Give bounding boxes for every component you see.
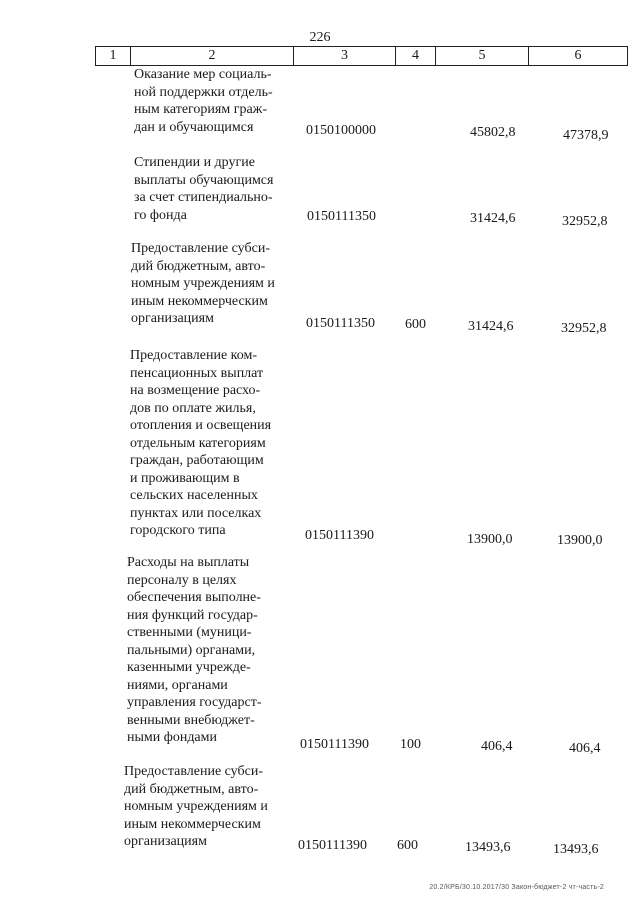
header-col-5: 5 [436,47,529,65]
header-col-2: 2 [131,47,294,65]
header-col-4: 4 [396,47,436,65]
row-description: Предоставление субси- дий бюджетным, авто- номным учреждениям и иным некоммерческим организациям [124,764,268,849]
row-target-code: 0150111350 [307,209,376,224]
row-target-code: 0150111390 [298,838,367,853]
header-col-6: 6 [574,48,582,63]
row-sum-2: 32952,8 [562,214,608,229]
row-sum-1: 31424,6 [468,319,514,334]
row-sum-1: 406,4 [481,739,513,754]
footer-file-note: 20.2/КРБ/30.10.2017/30 Закон-бюджет-2 чт-часть-2 [429,884,604,891]
row-description: Предоставление субси- дий бюджетным, авто- номным учреждениям и иным некоммерческим организациям [131,241,275,326]
row-description: Расходы на выплаты персоналу в целях обеспечения выполне- ния функций государ- ственными (муници- пальными) органами, казенными учрежде- ниями, органами управления государст- венными внебюджет- ными фондами [127,555,262,745]
row-sum-2: 406,4 [569,741,601,756]
row-expense-type: 100 [400,737,421,752]
row-target-code: 0150111350 [306,316,375,331]
row-sum-2: 32952,8 [561,321,607,336]
row-description: Предоставление ком- пенсационных выплат на возмещение расхо- дов по оплате жилья, отопления и освещения отдельным категориям граждан, работающим и проживающим в сельских населенных пунктах или поселках городского типа [130,348,272,538]
row-expense-type: 600 [405,317,426,332]
row-sum-2: 13900,0 [557,533,603,548]
row-sum-2: 47378,9 [563,128,609,143]
row-description: Стипендии и другие выплаты обучающимся за счет стипендиально- го фонда [134,155,274,223]
row-sum-1: 45802,8 [470,125,516,140]
row-description: Оказание мер социаль- ной поддержки отдель- ным категориям граж- дан и обучающимся [134,67,273,135]
header-col-1: 1 [96,47,131,65]
row-expense-type: 600 [397,838,418,853]
row-sum-1: 31424,6 [470,211,516,226]
row-target-code: 0150111390 [305,528,374,543]
table-header-row [95,46,628,66]
row-target-code: 0150100000 [306,123,376,138]
row-sum-2: 13493,6 [553,842,599,857]
page-number: 226 [309,30,331,45]
header-col-3: 3 [294,47,396,65]
row-sum-1: 13900,0 [467,532,513,547]
row-target-code: 0150111390 [300,737,369,752]
row-sum-1: 13493,6 [465,840,511,855]
